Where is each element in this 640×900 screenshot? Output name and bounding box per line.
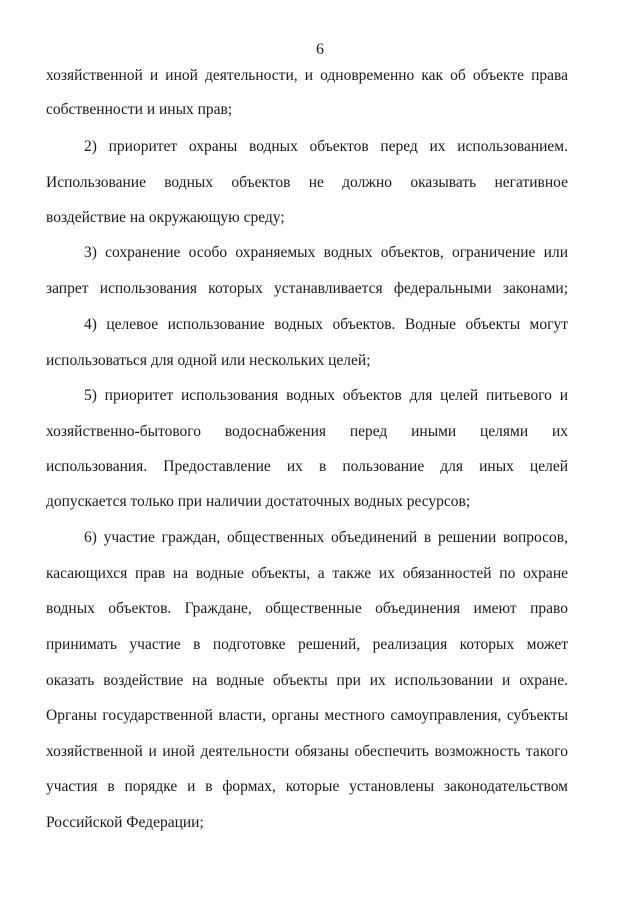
- text-line: собственности и иных прав;: [46, 101, 233, 118]
- text-line: принимать участие в подготовке решений, реализация которых может: [46, 636, 568, 653]
- text-line: 4) целевое использование водных объектов. Водные объекты могут: [84, 316, 568, 333]
- text-line: использования. Предоставление их в пользование для иных целей: [46, 458, 568, 475]
- text-line: использоваться для одной или нескольких целей;: [46, 352, 371, 369]
- text-line: запрет использования которых устанавливается федеральными законами;: [46, 280, 568, 297]
- text-line: воздействие на окружающую среду;: [46, 209, 285, 226]
- text-line: Органы государственной власти, органы местного самоуправления, субъекты: [46, 707, 568, 724]
- text-line: хозяйственной и иной деятельности обязаны обеспечить возможность такого: [46, 743, 568, 760]
- text-line: оказать воздействие на водные объекты при их использовании и охране.: [46, 672, 568, 689]
- text-line: Российской Федерации;: [46, 814, 204, 831]
- text-line: касающихся прав на водные объекты, а также их обязанностей по охране: [46, 565, 568, 582]
- text-line: хозяйственно-бытового водоснабжения перед иными целями их: [46, 423, 568, 440]
- text-line: 5) приоритет использования водных объектов для целей питьевого и: [84, 387, 568, 404]
- text-line: хозяйственной и иной деятельности, и одновременно как об объекте права: [46, 67, 568, 84]
- text-line: допускается только при наличии достаточных водных ресурсов;: [46, 493, 471, 510]
- text-line: Использование водных объектов не должно оказывать негативное: [46, 174, 568, 191]
- page-number: 6: [316, 41, 324, 58]
- text-line: водных объектов. Граждане, общественные объединения имеют право: [46, 600, 568, 617]
- text-line: 2) приоритет охраны водных объектов перед их использованием.: [84, 138, 568, 155]
- text-line: 3) сохранение особо охраняемых водных объектов, ограничение или: [84, 244, 568, 261]
- text-line: 6) участие граждан, общественных объединений в решении вопросов,: [84, 529, 568, 546]
- text-line: участия в порядке и в формах, которые установлены законодательством: [46, 778, 568, 795]
